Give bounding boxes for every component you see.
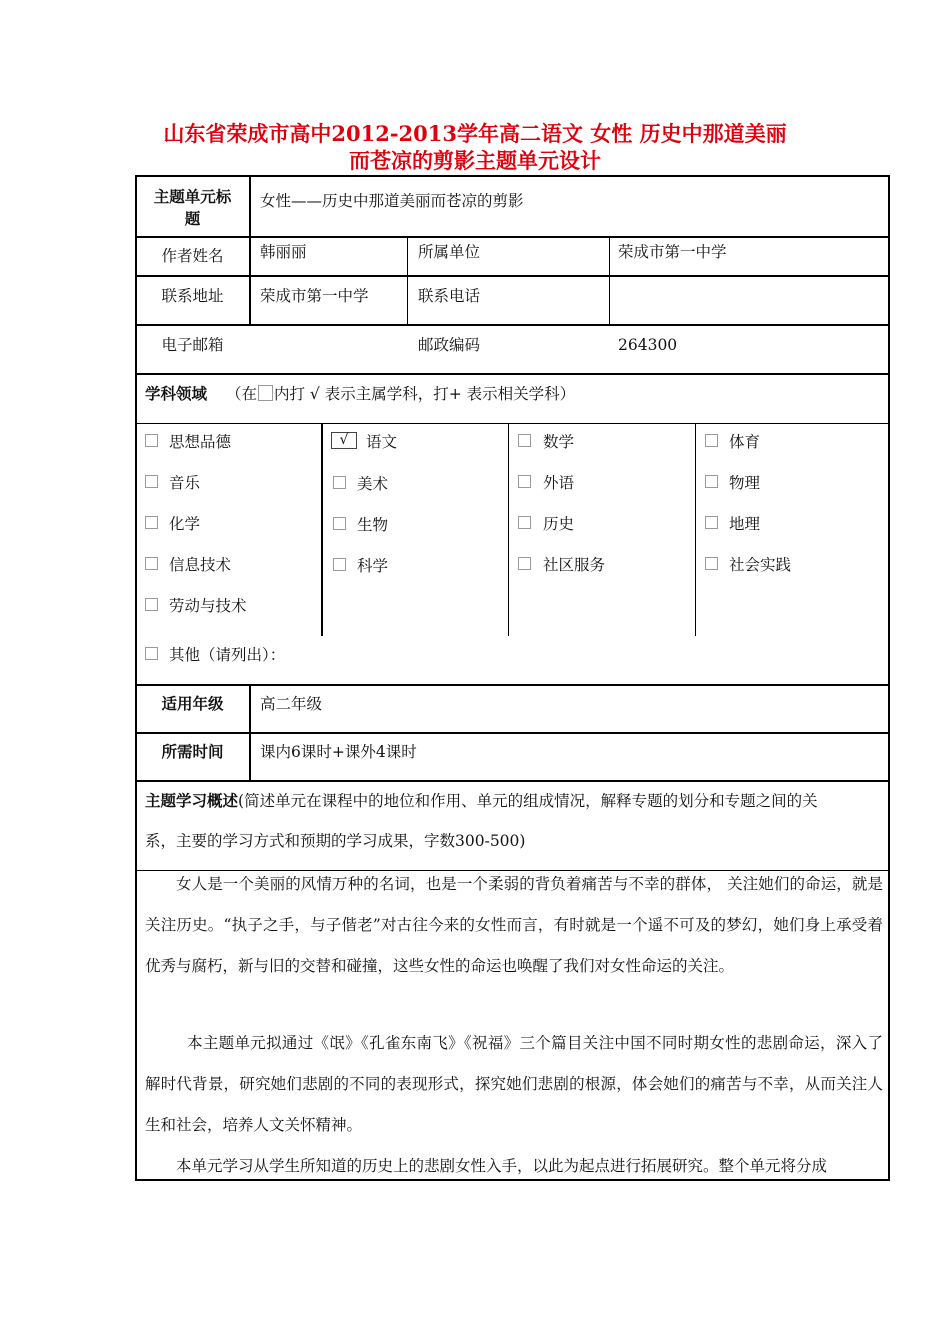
postcode-label: 邮政编码 bbox=[418, 336, 481, 354]
unit-title-value: 女性——历史中那道美丽而苍凉的剪影 bbox=[260, 192, 524, 210]
subject-area-title: 学科领域 bbox=[145, 384, 208, 403]
subject-label: 科学 bbox=[357, 557, 389, 575]
subject-col-divider bbox=[321, 424, 323, 636]
other-label: 其他（请列出）： bbox=[169, 646, 286, 664]
overview-paragraph-3: 本单元学习从学生所知道的历史上的悲剧女性入手，以此为起点进行拓展研究。整个单元将分成 bbox=[176, 1157, 828, 1175]
subject-area-heading bbox=[145, 384, 575, 404]
subject-label: 历史 bbox=[543, 515, 575, 533]
checkbox-体育[interactable] bbox=[705, 434, 718, 447]
subject-col-divider bbox=[695, 424, 696, 636]
checkbox-思想品德[interactable] bbox=[145, 434, 158, 447]
postcode-value: 264300 bbox=[618, 336, 678, 354]
address-label: 联系地址 bbox=[161, 287, 224, 305]
row-divider bbox=[135, 324, 890, 326]
overview-desc-2: 系，主要的学习方式和预期的学习成果，字数300-500) bbox=[145, 832, 526, 850]
checkbox-语文-checked[interactable]: √ bbox=[331, 432, 357, 449]
col-divider bbox=[609, 237, 610, 324]
checkbox-数学[interactable] bbox=[518, 434, 531, 447]
subject-label: 音乐 bbox=[169, 474, 201, 492]
overview-desc-1: (简述单元在课程中的地位和作用、单元的组成情况，解释专题的划分和专题之间的关 bbox=[238, 792, 818, 810]
overview-paragraph-1: 女人是一个美丽的风情万种的名词，也是一个柔弱的背负着痛苦与不幸的群体， 关注她们的命运，就是关注历史。“执子之手，与子偕老”对古往今来的女性而言，有时就是一个遥不可及的梦幻，她们身上承受着优秀与腐朽，新与旧的交替和碰撞，这些女性的命运也唤醒了我们对女性命运的关注。 bbox=[145, 875, 883, 975]
row-divider bbox=[135, 373, 890, 375]
phone-label: 联系电话 bbox=[418, 287, 481, 305]
overview-heading-line bbox=[145, 791, 818, 811]
overview-heading: 主题学习概述 bbox=[145, 791, 239, 810]
subject-label: 社会实践 bbox=[729, 556, 792, 574]
checkbox-社区服务[interactable] bbox=[518, 557, 531, 570]
document-title bbox=[0, 120, 950, 174]
checkbox-信息技术[interactable] bbox=[145, 557, 158, 570]
org-label: 所属单位 bbox=[418, 243, 481, 261]
subject-label: 物理 bbox=[729, 474, 761, 492]
subject-label: 语文 bbox=[366, 433, 398, 451]
checkbox-劳动与技术[interactable] bbox=[145, 598, 158, 611]
subject-label: 社区服务 bbox=[543, 556, 606, 574]
subject-note-before: （在 bbox=[225, 385, 257, 403]
grade-label: 适用年级 bbox=[161, 694, 224, 713]
email-label: 电子邮箱 bbox=[161, 336, 224, 354]
row-divider bbox=[135, 423, 890, 424]
subject-col-divider bbox=[508, 424, 509, 636]
subject-label: 化学 bbox=[169, 515, 201, 533]
checkbox-生物[interactable] bbox=[333, 517, 346, 530]
time-label: 所需时间 bbox=[161, 742, 224, 761]
checkbox-化学[interactable] bbox=[145, 516, 158, 529]
author-label: 作者姓名 bbox=[161, 247, 224, 265]
subject-label: 地理 bbox=[729, 515, 761, 533]
checkbox-社会实践[interactable] bbox=[705, 557, 718, 570]
title-line-1: 山东省荣成市高中2012-2013学年高二语文 女性 历史中那道美丽 bbox=[163, 121, 787, 146]
row-divider bbox=[135, 780, 890, 782]
checkbox-物理[interactable] bbox=[705, 475, 718, 488]
checkbox-地理[interactable] bbox=[705, 516, 718, 529]
checkbox-外语[interactable] bbox=[518, 475, 531, 488]
subject-label: 信息技术 bbox=[169, 556, 232, 574]
unit-title-label: 主题单元标题 bbox=[153, 187, 232, 228]
overview-paragraph-2: 本主题单元拟通过《氓》《孔雀东南飞》《祝福》三个篇目关注中国不同时期女性的悲剧命运，深入了解时代背景，研究她们悲剧的不同的表现形式，探究她们悲剧的根源，体会她们的痛苦与不幸，从而关注人生和社会，培养人文关怀精神。 bbox=[145, 1034, 883, 1134]
address-value: 荣成市第一中学 bbox=[260, 287, 369, 305]
subject-label: 体育 bbox=[729, 433, 761, 451]
checkbox-音乐[interactable] bbox=[145, 475, 158, 488]
checkbox-other[interactable] bbox=[145, 647, 158, 660]
subject-label: 劳动与技术 bbox=[169, 597, 247, 615]
checkbox-科学[interactable] bbox=[333, 558, 346, 571]
checkbox-历史[interactable] bbox=[518, 516, 531, 529]
col-divider bbox=[407, 237, 408, 324]
subject-label: 思想品德 bbox=[169, 433, 232, 451]
title-line-2: 而苍凉的剪影主题单元设计 bbox=[349, 148, 601, 173]
time-value: 课内6课时+课外4课时 bbox=[260, 743, 417, 761]
subject-note-after: 内打 √ 表示主属学科，打+ 表示相关学科） bbox=[273, 385, 576, 403]
org-value: 荣成市第一中学 bbox=[618, 243, 727, 261]
subject-label: 美术 bbox=[357, 475, 389, 493]
author-value: 韩丽丽 bbox=[260, 243, 307, 261]
subject-label: 数学 bbox=[543, 433, 575, 451]
subject-label: 外语 bbox=[543, 474, 575, 492]
subject-label: 生物 bbox=[357, 516, 389, 534]
grade-value: 高二年级 bbox=[260, 695, 323, 713]
checkbox-美术[interactable] bbox=[333, 476, 346, 489]
checkbox-sample-icon bbox=[258, 385, 273, 401]
